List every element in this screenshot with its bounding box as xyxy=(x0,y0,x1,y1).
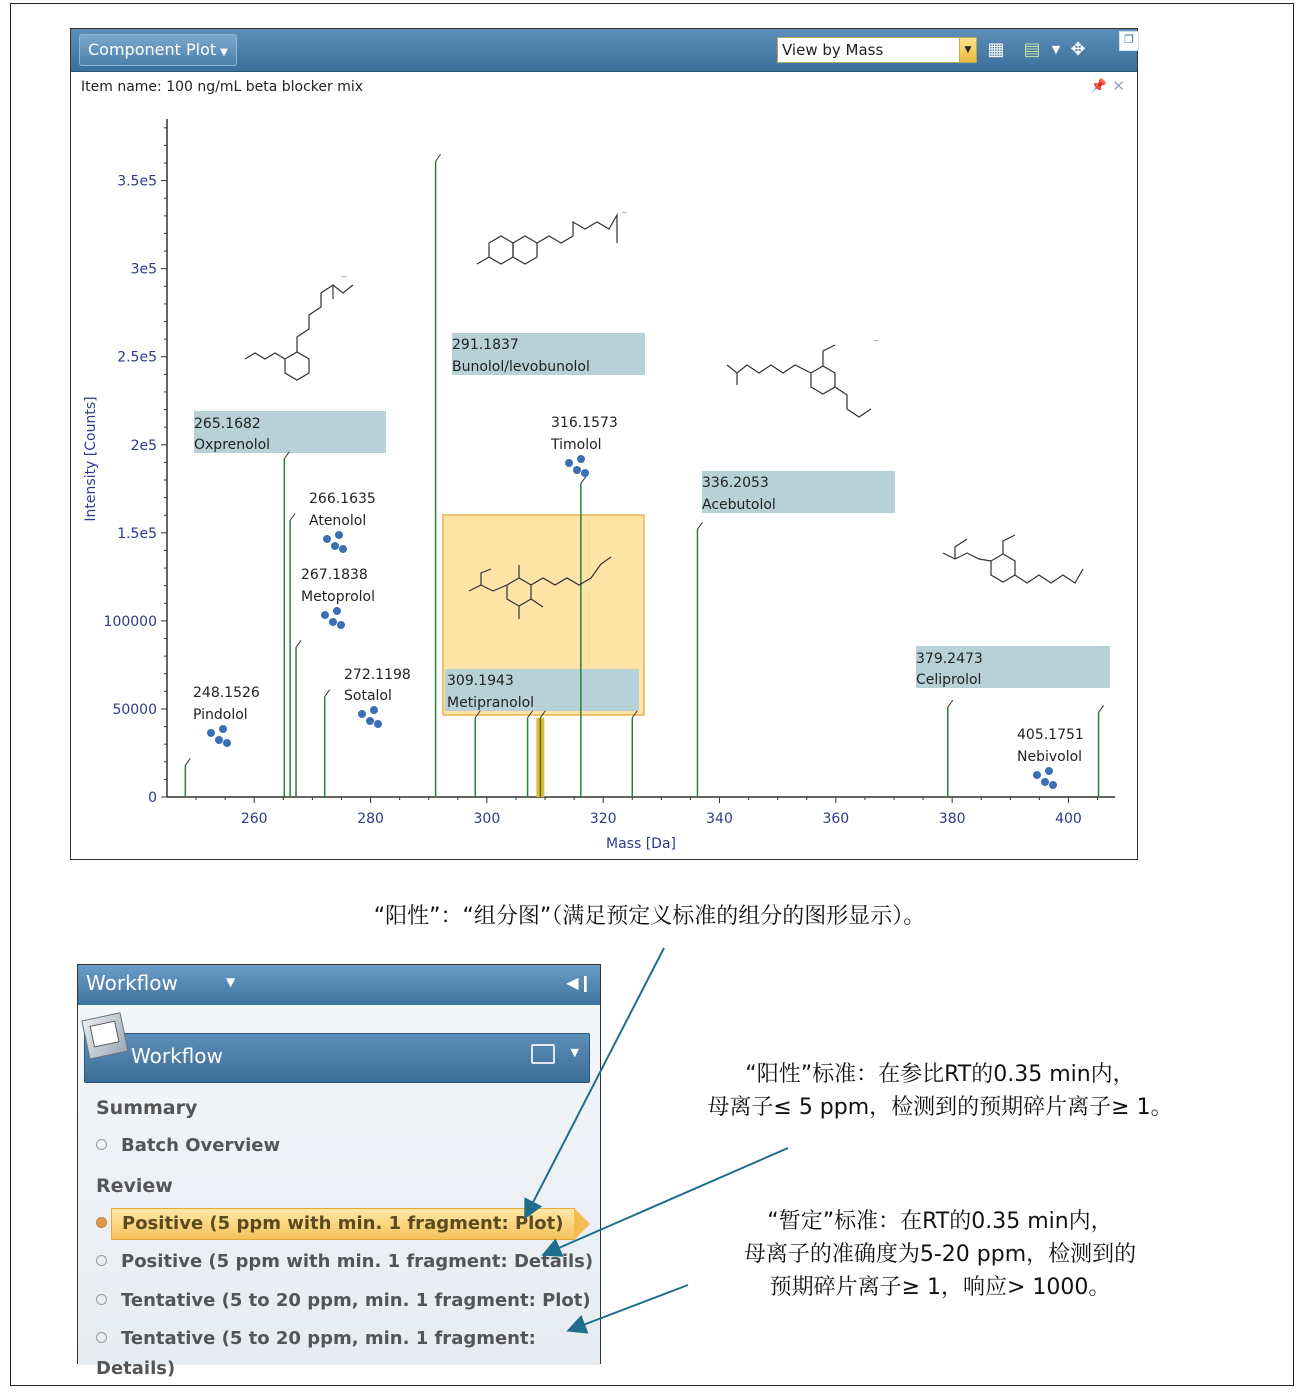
structure-mark: ~ xyxy=(341,272,348,281)
workflow-item-label: Positive (5 ppm with min. 1 fragment: Plot) xyxy=(111,1208,575,1240)
peak-name-metoprolol: Metoprolol xyxy=(301,589,375,605)
peak-mass-pindolol: 248.1526 xyxy=(193,685,260,701)
table-icon[interactable]: ▦ xyxy=(987,39,1005,60)
chevron-down-icon: ▼ xyxy=(220,47,228,58)
peak-name-sotalol: Sotalol xyxy=(344,688,392,704)
x-tick-label: 300 xyxy=(473,811,501,827)
note-tentative-line1: “暂定”标准：在RT的0.35 min内， xyxy=(767,1209,1113,1234)
chevron-down-icon[interactable]: ▼ xyxy=(1051,43,1061,56)
x-tick-label: 340 xyxy=(706,811,733,827)
pin-icon[interactable]: 📌 xyxy=(1090,79,1107,94)
workflow-section-review: Review xyxy=(96,1175,173,1197)
component-plot-title: Component Plot xyxy=(88,40,217,59)
note-tentative-line2: 母离子的准确度为5-20 ppm，检测到的 xyxy=(743,1242,1137,1267)
close-icon[interactable]: ✕ xyxy=(1112,77,1125,95)
y-tick-label: 2e5 xyxy=(130,437,157,454)
export-icon[interactable]: ▤ xyxy=(1023,39,1041,60)
x-axis-title: Mass [Da] xyxy=(606,836,676,852)
workflow-item-label: Tentative (5 to 20 ppm, min. 1 fragment: Details) xyxy=(96,1328,536,1379)
peak-mass-nebivolol: 405.1751 xyxy=(1017,727,1084,743)
workflow-item-label: Positive (5 ppm with min. 1 fragment: Details) xyxy=(121,1251,594,1272)
y-tick-label: 0 xyxy=(148,790,157,806)
peak-mass-timolol: 316.1573 xyxy=(551,415,618,431)
x-tick-label: 360 xyxy=(822,811,850,827)
peak-mass-atenolol: 266.1635 xyxy=(309,491,376,507)
y-tick-label: 100000 xyxy=(103,613,157,630)
peak-name-nebivolol: Nebivolol xyxy=(1017,749,1083,765)
peak-name-bunolol: Bunolol/levobunolol xyxy=(452,359,590,375)
peak-name-oxprenolol: Oxprenolol xyxy=(194,437,271,453)
x-tick-label: 320 xyxy=(589,811,617,827)
y-axis-title: Intensity [Counts] xyxy=(83,396,99,522)
restore-window-icon[interactable]: ❐ xyxy=(1119,31,1139,51)
note-positive-line1: “阳性”标准：在参比RT的0.35 min内， xyxy=(745,1062,1135,1087)
note-positive-line2: 母离子≤ 5 ppm，检测到的预期碎片离子≥ 1。 xyxy=(707,1095,1173,1120)
peak-mass-oxprenolol: 265.1682 xyxy=(194,416,261,432)
workflow-section-summary: Summary xyxy=(96,1097,198,1119)
arrow-to-positive-plot xyxy=(526,948,664,1216)
peak-mass-metipranolol: 309.1943 xyxy=(447,673,514,689)
workflow-header-title: Workflow xyxy=(86,971,178,995)
collapse-panel-icon[interactable]: ◀❙ xyxy=(566,973,592,992)
y-tick-label: 3.5e5 xyxy=(117,173,157,190)
peak-mass-sotalol: 272.1198 xyxy=(344,667,411,683)
arrow-to-positive-details xyxy=(545,1148,788,1254)
y-tick-label: 2.5e5 xyxy=(117,349,157,366)
workflow-item-label: Batch Overview xyxy=(121,1135,281,1156)
peak-name-metipranolol: Metipranolol xyxy=(447,695,535,711)
x-tick-label: 280 xyxy=(357,811,384,827)
peak-name-celiprolol: Celiprolol xyxy=(916,672,982,688)
peak-mass-acebutolol: 336.2053 xyxy=(702,475,769,491)
arrow-to-tentative-details xyxy=(570,1285,688,1330)
peak-name-timolol: Timolol xyxy=(551,437,602,453)
peak-mass-celiprolol: 379.2473 xyxy=(916,651,983,667)
x-tick-label: 400 xyxy=(1055,811,1082,827)
peak-mass-bunolol: 291.1837 xyxy=(452,337,519,353)
workflow-subheader-title: Workflow xyxy=(131,1044,223,1068)
workflow-item-label: Tentative (5 to 20 ppm, min. 1 fragment: Plot) xyxy=(121,1290,591,1311)
y-tick-label: 1.5e5 xyxy=(117,525,157,542)
note-tentative-line3: 预期碎片离子≥ 1，响应> 1000。 xyxy=(769,1275,1111,1300)
item-name-label: Item name: 100 ng/mL beta blocker mix xyxy=(81,79,364,95)
x-tick-label: 380 xyxy=(938,811,966,827)
structure-mark: ~ xyxy=(873,336,880,345)
note-component-plot: “阳性”：“组分图”（满足预定义标准的组分的图形显示）。 xyxy=(373,904,926,929)
chevron-down-icon[interactable]: ▼ xyxy=(570,1046,579,1059)
y-tick-label: 3e5 xyxy=(130,261,157,278)
chevron-down-icon[interactable]: ▼ xyxy=(226,975,236,989)
y-tick-label: 50000 xyxy=(112,701,157,718)
peak-mass-metoprolol: 267.1838 xyxy=(301,567,368,583)
view-by-select-value: View by Mass xyxy=(782,41,884,59)
structure-mark: ~ xyxy=(621,208,628,217)
pan-move-icon[interactable]: ✥ xyxy=(1070,39,1086,60)
dropdown-arrow-icon[interactable]: ▼ xyxy=(959,38,976,62)
x-tick-label: 260 xyxy=(240,811,268,827)
peak-name-pindolol: Pindolol xyxy=(193,707,248,723)
peak-name-acebutolol: Acebutolol xyxy=(702,497,776,513)
peak-name-atenolol: Atenolol xyxy=(309,513,367,529)
